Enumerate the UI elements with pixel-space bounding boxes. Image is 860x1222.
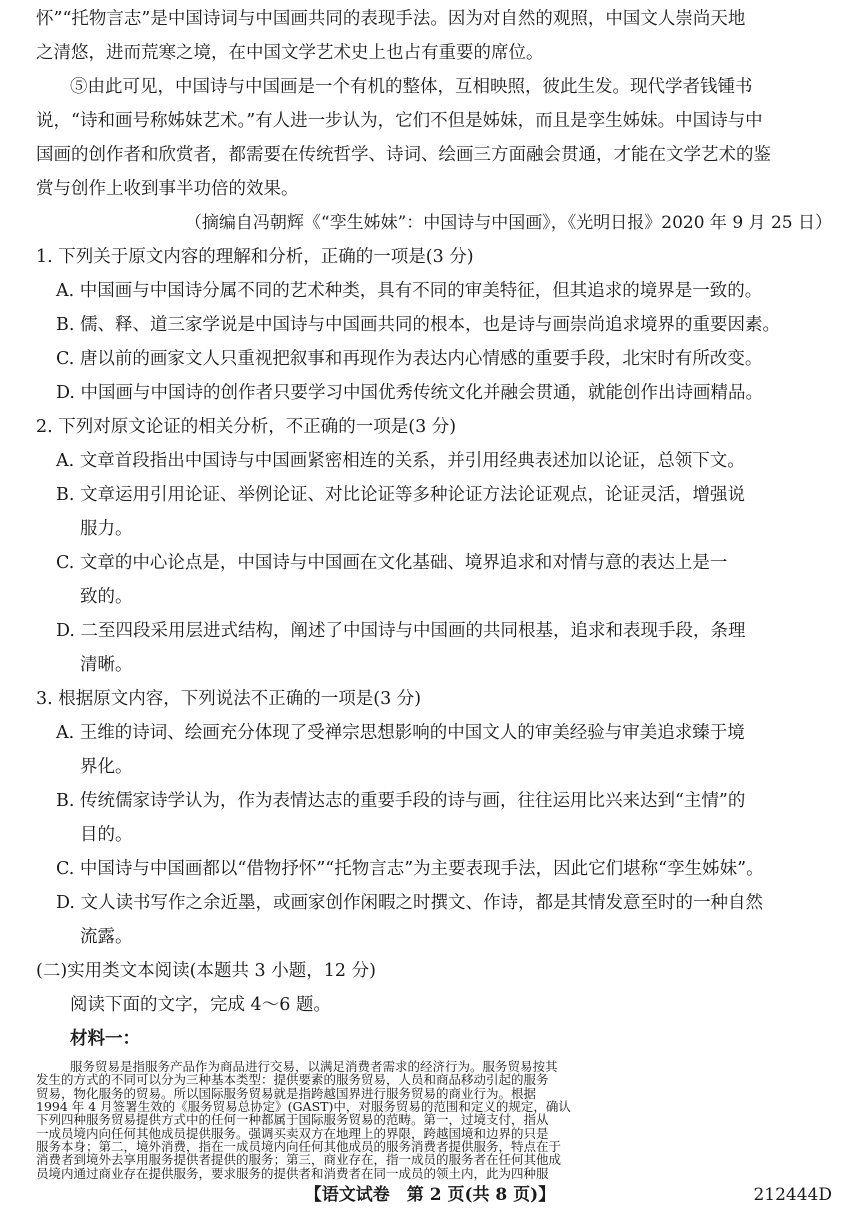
- material-label: 材料一：: [70, 1029, 140, 1049]
- material-1-line: 一成员境内向任何其他成员提供服务。强调买卖双方在地理上的界限，跨越国境和边界的只是: [36, 1125, 549, 1141]
- question-2-stem: 2. 下列对原文论证的相关分析，不正确的一项是(3 分): [36, 417, 457, 437]
- question-3-option-b-cont: 目的。: [80, 825, 133, 845]
- footer-title: 【语文试卷 第 2 页(共 8 页)】: [304, 1185, 556, 1205]
- material-1-line: 下列四种服务贸易提供方式中的任何一种都属于国际服务贸易的范畴。第一，过境支付，指从: [36, 1112, 549, 1128]
- question-3-option-b: B. 传统儒家诗学认为，作为表情达志的重要手段的诗与画，往往运用比兴来达到“主情”的: [56, 791, 746, 811]
- question-2-option-c: C. 文章的中心论点是，中国诗与中国画在文化基础、境界追求和对情与意的表达上是一: [56, 553, 728, 573]
- material-1-line: 消费者到境外去享用服务提供者提供的服务；第三，商业存在，指一成员的服务者在任何其他成: [36, 1152, 562, 1168]
- question-1-option-d: D. 中国画与中国诗的创作者只要学习中国优秀传统文化并融会贯通，就能创作出诗画精品。: [56, 383, 764, 403]
- passage-line: 之清悠，进而荒寒之境，在中国文学艺术史上也占有重要的席位。: [36, 43, 544, 63]
- question-3-option-d-cont: 流露。: [80, 927, 133, 947]
- question-1-option-c: C. 唐以前的画家文人只重视把叙事和再现作为表达内心情感的重要手段，北宋时有所改变。: [56, 349, 763, 369]
- question-1-stem: 1. 下列关于原文内容的理解和分析，正确的一项是(3 分): [36, 247, 474, 267]
- paragraph-5-line: 赏与创作上收到事半功倍的效果。: [36, 179, 299, 199]
- footer-code: 212444D: [753, 1185, 832, 1205]
- question-2-option-d: D. 二至四段采用层进式结构，阐述了中国诗与中国画的共同根基，追求和表现手段，条理: [56, 621, 746, 641]
- material-1-line: 1994 年 4 月签署生效的《服务贸易总协定》(GAST)中，对服务贸易的范围和定义的规定，确认: [36, 1099, 571, 1114]
- question-1-option-a: A. 中国画与中国诗分属不同的艺术种类，具有不同的审美特征，但其追求的境界是一致的。: [56, 281, 763, 301]
- material-1-line: 服务贸易是指服务产品作为商品进行交易，以满足消费者需求的经济行为。服务贸易按其: [70, 1059, 558, 1074]
- material-1-line: 发生的方式的不同可以分为三种基本类型：提供要素的服务贸易，人员和商品移动引起的服务: [36, 1072, 549, 1088]
- question-2-option-c-cont: 致的。: [80, 587, 133, 607]
- question-2-option-b-cont: 服力。: [80, 519, 133, 539]
- question-2-option-d-cont: 清晰。: [80, 655, 133, 675]
- section-heading: (二)实用类文本阅读(本题共 3 小题，12 分): [36, 961, 376, 981]
- question-3-option-a-cont: 界化。: [80, 757, 133, 777]
- material-1-line: 服务本身；第二，境外消费，指在一成员境内向任何其他成员的服务消费者提供服务，特点在于: [36, 1139, 562, 1154]
- question-1-option-b: B. 儒、释、道三家学说是中国诗与中国画共同的根本，也是诗与画崇尚追求境界的重要因素。: [56, 315, 780, 335]
- question-2-option-a: A. 文章首段指出中国诗与中国画紧密相连的关系，并引用经典表述加以论证，总领下文。: [56, 451, 745, 471]
- material-1-line: 员境内通过商业存在提供服务，要求服务的提供者和消费者在同一成员的领土内，此为四种服: [36, 1165, 549, 1181]
- question-3-option-c: C. 中国诗与中国画都以“借物抒怀”“托物言志”为主要表现手法，因此它们堪称“孪生姊妹”。: [56, 859, 764, 879]
- paragraph-5-line: 说，“诗和画号称姊妹艺术。”有人进一步认为，它们不但是姊妹，而且是孪生姊妹。中国诗与中: [36, 111, 763, 131]
- question-3-stem: 3. 根据原文内容，下列说法不正确的一项是(3 分): [36, 689, 422, 709]
- passage-line: 怀”“托物言志”是中国诗词与中国画共同的表现手法。因为对自然的观照，中国文人崇尚天地: [36, 9, 746, 29]
- question-3-option-d: D. 文人读书写作之余近墨，或画家创作闲暇之时撰文、作诗，都是其情发意至时的一种自然: [56, 893, 764, 913]
- paragraph-5-line: ⑤由此可见，中国诗与中国画是一个有机的整体，互相映照，彼此生发。现代学者钱锺书: [70, 77, 753, 97]
- question-2-option-b: B. 文章运用引用论证、举例论证、对比论证等多种论证方法论证观点，论证灵活，增强说: [56, 485, 745, 505]
- section-instruction: 阅读下面的文字，完成 4～6 题。: [70, 995, 331, 1015]
- material-1-line: 贸易，物化服务的贸易。所以国际服务贸易就是指跨越国界进行服务贸易的商业行为。根据: [36, 1085, 537, 1101]
- paragraph-5-line: 国画的创作者和欣赏者，都需要在传统哲学、诗词、绘画三方面融会贯通，才能在文学艺术的鉴: [36, 145, 771, 165]
- source-citation: （摘编自冯朝辉《“孪生姊妹”：中国诗与中国画》，《光明日报》2020 年 9 月 25 日）: [184, 213, 832, 233]
- question-3-option-a: A. 王维的诗词、绘画充分体现了受禅宗思想影响的中国文人的审美经验与审美追求臻于境: [56, 723, 745, 743]
